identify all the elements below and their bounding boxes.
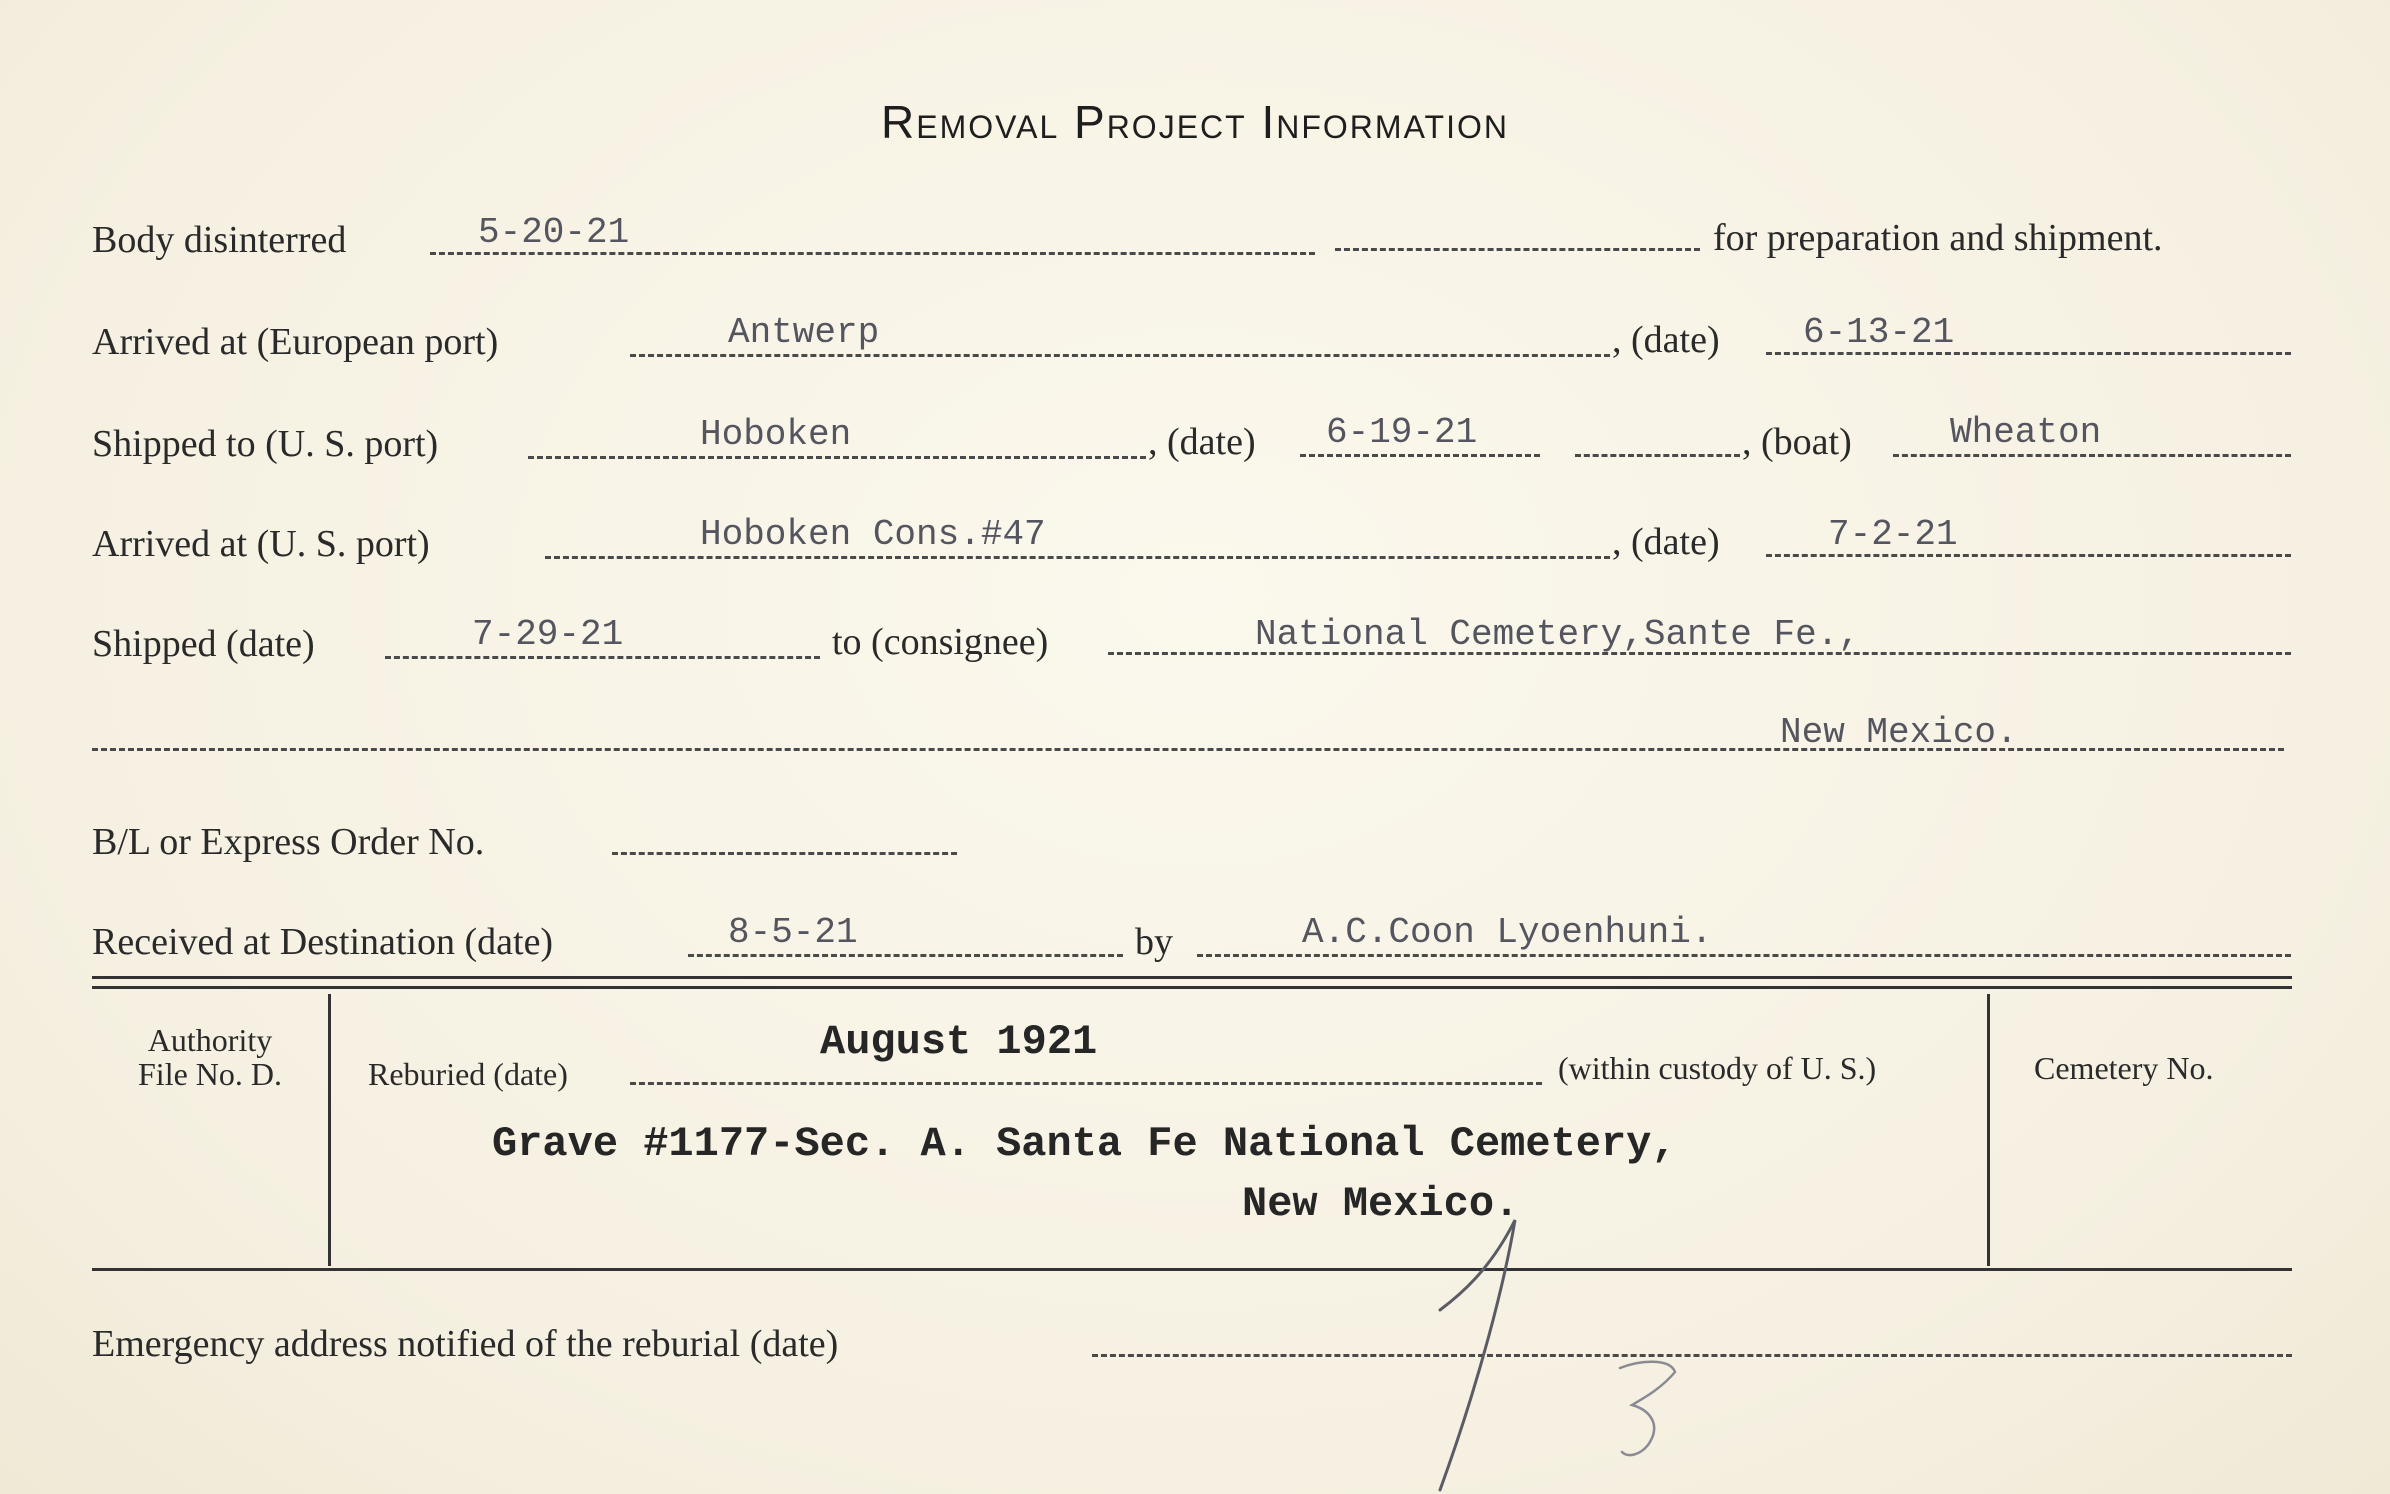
label-arrived-us-date-text: (date) bbox=[1631, 521, 1720, 563]
label-received-dest: Received at Destination (date) bbox=[92, 921, 554, 963]
label-boat-text: (boat) bbox=[1761, 421, 1852, 463]
box-top-rule-1 bbox=[92, 976, 2292, 979]
line-disinterred-2 bbox=[1335, 248, 1700, 251]
value-received-by: A.C.Coon Lyoenhuni. bbox=[1302, 912, 1713, 953]
value-shipped-date: 6-19-21 bbox=[1326, 412, 1478, 453]
label-body-disinterred: Body disinterred bbox=[92, 219, 347, 261]
value-arrived-us: Hoboken Cons.#47 bbox=[700, 514, 1046, 555]
line-shipped-date bbox=[1300, 454, 1540, 457]
label-shipped-date: , (date) bbox=[1148, 421, 1256, 463]
label-reburied: Reburied (date) bbox=[368, 1056, 568, 1092]
box-divider-right bbox=[1987, 994, 1990, 1266]
label-european-date-text: (date) bbox=[1631, 319, 1720, 361]
value-received-date: 8-5-21 bbox=[728, 912, 858, 953]
box-top-rule-2 bbox=[92, 986, 2292, 989]
value-disinterred-date: 5-20-21 bbox=[478, 212, 630, 253]
label-arrived-european: Arrived at (European port) bbox=[92, 321, 499, 363]
pencil-mark-icon bbox=[1400, 1200, 1720, 1494]
label-emergency: Emergency address notified of the reburial (date) bbox=[92, 1323, 839, 1365]
value-boat: Wheaton bbox=[1950, 412, 2102, 453]
label-for-preparation: for preparation and shipment. bbox=[1713, 217, 2163, 259]
value-shipped-out-date: 7-29-21 bbox=[472, 614, 624, 655]
line-arrived-us bbox=[545, 556, 1610, 559]
value-consignee-line2: New Mexico. bbox=[1780, 712, 2018, 753]
value-grave-line1: Grave #1177-Sec. A. Santa Fe National Cemetery, bbox=[492, 1120, 1677, 1168]
label-arrived-us: Arrived at (U. S. port) bbox=[92, 523, 430, 565]
value-european-port: Antwerp bbox=[728, 312, 880, 353]
label-cemetery-no: Cemetery No. bbox=[2034, 1050, 2214, 1086]
card-title: Removal Project Information bbox=[881, 96, 1509, 148]
value-reburied-date: August 1921 bbox=[820, 1018, 1098, 1066]
label-european-date: , (date) bbox=[1612, 319, 1720, 361]
label-bl-order: B/L or Express Order No. bbox=[92, 821, 485, 863]
label-within-custody: (within custody of U. S.) bbox=[1558, 1050, 1877, 1086]
value-european-date: 6-13-21 bbox=[1803, 312, 1955, 353]
value-shipped-port: Hoboken bbox=[700, 414, 852, 455]
label-by: by bbox=[1135, 921, 1173, 963]
value-consignee-line1: National Cemetery,Sante Fe., bbox=[1255, 614, 1860, 655]
label-arrived-us-date: , (date) bbox=[1612, 521, 1720, 563]
label-consignee: to (consignee) bbox=[832, 621, 1049, 663]
label-boat: , (boat) bbox=[1742, 421, 1852, 463]
value-arrived-us-date: 7-2-21 bbox=[1828, 514, 1958, 555]
label-authority: Authority bbox=[147, 1022, 273, 1058]
line-received-date bbox=[688, 954, 1123, 957]
line-boat bbox=[1893, 454, 2291, 457]
line-european-port bbox=[630, 354, 1610, 357]
value-grave-line2: New Mexico. bbox=[1242, 1180, 1520, 1228]
box-bottom-rule bbox=[92, 1268, 2292, 1271]
line-received-by bbox=[1197, 954, 2291, 957]
line-reburied bbox=[630, 1082, 1542, 1085]
box-divider-left bbox=[328, 994, 331, 1266]
label-file-no: File No. D. bbox=[138, 1056, 282, 1092]
line-shipped-out-date bbox=[385, 656, 820, 659]
line-bl-order bbox=[612, 852, 957, 855]
label-shipped-out-date: Shipped (date) bbox=[92, 623, 315, 665]
line-shipped-date-2 bbox=[1575, 454, 1740, 457]
label-shipped-to: Shipped to (U. S. port) bbox=[92, 423, 439, 465]
line-shipped-port bbox=[528, 456, 1146, 459]
label-shipped-date-text: (date) bbox=[1167, 421, 1256, 463]
